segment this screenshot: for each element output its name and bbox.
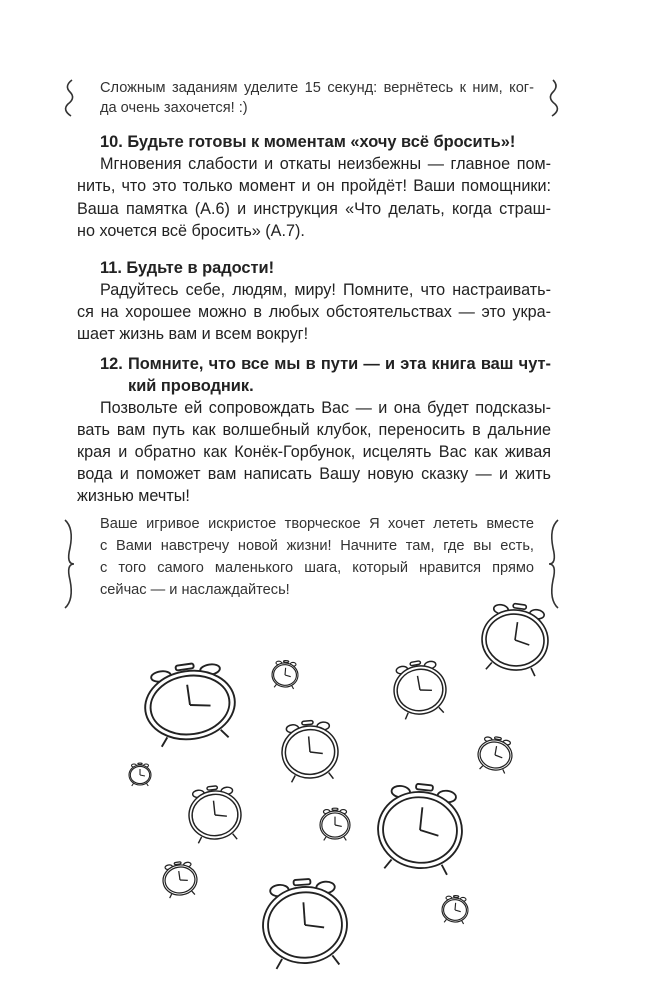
alarm-clock-icon — [389, 657, 450, 720]
paragraph-line: Радуйтесь себе, людям, миру! Помните, что настраивать- — [100, 281, 551, 299]
alarm-clock-icon — [140, 658, 240, 748]
paragraph-line: Мгновения слабости и откаты неизбежны — главное пом- — [100, 155, 551, 173]
paragraph-line: Ваша памятка (А.6) и инструкция «Что делать, когда страш- — [77, 200, 551, 218]
note-line: с Вами навстречу новой жизни! Начните там, где вы есть, — [100, 538, 534, 554]
alarm-clocks-illustration — [0, 590, 651, 990]
paragraph-line: Позвольте ей сопровождать Вас — и она будет подсказы- — [100, 399, 551, 417]
paragraph-line: ся на хорошее можно в любых обстоятельствах — это укра- — [77, 303, 551, 321]
alarm-clock-icon — [260, 877, 350, 970]
note-line: с того самого маленького шага, который нравится прямо — [100, 560, 534, 576]
alarm-clock-icon — [279, 718, 340, 782]
paragraph-line: шает жизнь вам и всем вокруг! — [77, 325, 309, 343]
paragraph-line: вода и поможет вам написать Вашу новую сказку — и жить — [77, 465, 551, 483]
note-line: да очень захочется! :) — [100, 100, 248, 116]
paragraph-line: вать вам путь как волшебный клубок, переносить в дальние — [77, 421, 551, 439]
section-12-heading: 12. Помните, что все мы в пути — и эта книга ваш чут- — [100, 355, 551, 373]
alarm-clock-icon — [271, 660, 299, 690]
paragraph-line: но хочется всё бросить» (А.7). — [77, 222, 305, 240]
alarm-clock-icon — [186, 784, 243, 844]
alarm-clock-icon — [161, 860, 199, 899]
left-wave-brace-icon — [62, 78, 78, 118]
section-10-heading: 10. Будьте готовы к моментам «хочу всё бросить»! — [100, 133, 516, 151]
paragraph-line: жизнью мечты! — [77, 487, 190, 505]
note-line: сейчас — и наслаждайтесь! — [100, 582, 290, 598]
alarm-clock-icon — [475, 734, 514, 774]
alarm-clock-icon — [478, 600, 553, 678]
alarm-clock-icon — [129, 763, 151, 786]
alarm-clock-icon — [374, 780, 467, 876]
right-wave-brace-icon — [545, 78, 561, 118]
alarm-clock-icon — [320, 808, 350, 840]
alarm-clock-icon — [441, 895, 469, 925]
paragraph-line: края и обратно как Конёк-Горбунок, исцелять Вас как живая — [77, 443, 551, 461]
section-12-heading: кий проводник. — [128, 377, 254, 395]
paragraph-line: нить, что это только момент и он пройдёт! Ваши помощники: — [77, 177, 551, 195]
section-11-heading: 11. Будьте в радости! — [100, 259, 275, 277]
note-line: Сложным заданиям уделите 15 секунд: вернётесь к ним, ког- — [100, 80, 534, 96]
note-line: Ваше игривое искристое творческое Я хочет лететь вместе — [100, 516, 534, 532]
